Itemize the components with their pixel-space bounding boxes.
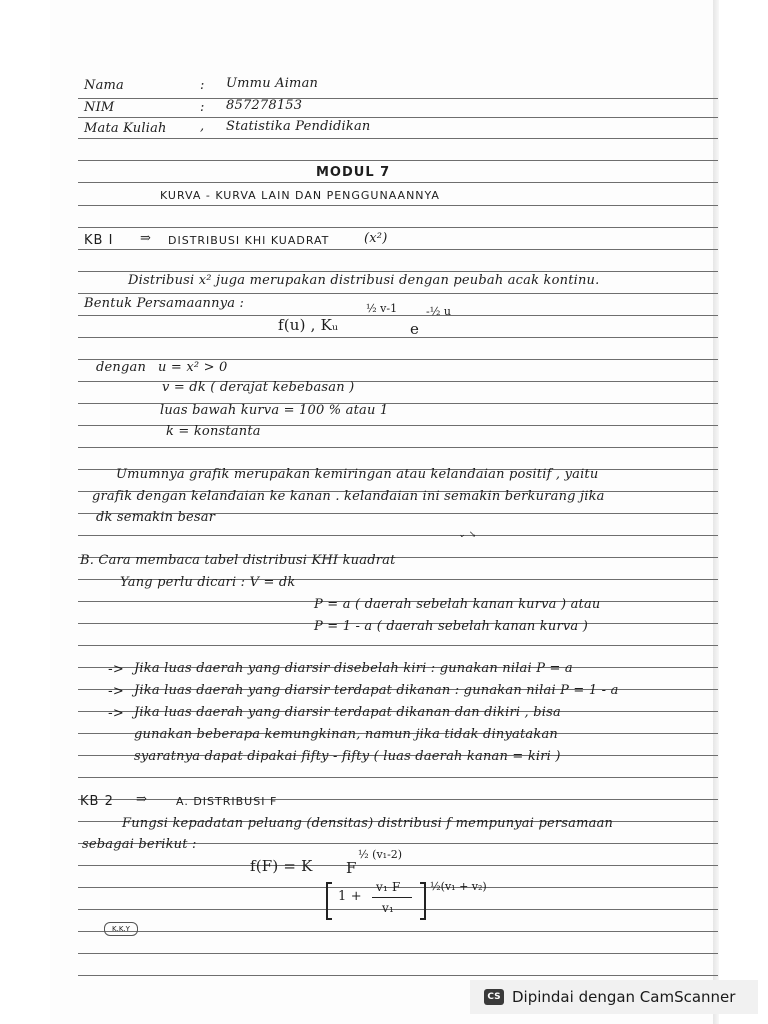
kb1-code: KB I	[84, 233, 114, 248]
stray-mark: ⌄ ↘	[458, 530, 477, 540]
ruled-line	[78, 227, 718, 228]
ruled-line	[78, 909, 718, 910]
sectionB-bullet-1: Jika luas daerah yang diarsir disebelah kiri : gunakan nilai P = a	[134, 661, 573, 676]
sectionB-bullet-3-line-3: syaratnya dapat dipakai fifty - fifty ( luas daerah kanan = kiri )	[134, 749, 561, 764]
ruled-line	[78, 117, 718, 118]
module-subtitle: KURVA - KURVA LAIN DAN PENGGUNAANNYA	[160, 189, 440, 202]
bullet-arrow-icon: ->	[108, 662, 124, 677]
kb1-paragraph-line-1: Umumnya grafik merupakan kemiringan atau kelandaian positif , yaitu	[116, 467, 599, 482]
nama-value: Ummu Aiman	[226, 76, 319, 91]
mata-kuliah-separator: ,	[200, 119, 205, 134]
ruled-line	[78, 777, 718, 778]
ruled-line	[78, 205, 718, 206]
camscanner-badge	[470, 980, 758, 1014]
kb2-line-1: Fungsi kepadatan peluang (densitas) distribusi f mempunyai persamaan	[122, 816, 614, 831]
sectionB-line-1: Yang perlu dicari : V = dk	[120, 575, 296, 590]
sectionB-bullet-3-line-1: Jika luas daerah yang diarsir terdapat dikanan dan dikiri , bisa	[134, 705, 561, 720]
ruled-line	[78, 535, 718, 536]
kb1-formula-exponent-2: -½ u	[426, 305, 451, 318]
sectionB-bullet-2: Jika luas daerah yang diarsir terdapat dikanan : gunakan nilai P = 1 - a	[134, 683, 619, 698]
sectionB-heading: B. Cara membaca tabel distribusi KHI kuadrat	[80, 553, 396, 568]
kb2-denominator-numerator: v₁ F	[376, 880, 401, 894]
kb1-intro: Distribusi x² juga merupakan distribusi dengan peubah acak kontinu.	[128, 273, 600, 288]
nama-label: Nama	[84, 78, 125, 93]
ruled-line	[78, 799, 718, 800]
kb2-denominator-denom: v₁	[382, 901, 394, 915]
ruled-line	[78, 160, 718, 161]
kb1-bentuk: Bentuk Persamaannya :	[84, 296, 245, 311]
kb2-denominator-left: 1 +	[338, 889, 362, 904]
kb2-formula-exponent: ½ (v₁-2)	[358, 848, 403, 861]
ruled-line	[78, 865, 718, 866]
kb2-arrow: ⇒	[136, 792, 148, 807]
def-u: u = x² > 0	[158, 360, 228, 375]
def-v: v = dk ( derajat kebebasan )	[162, 380, 355, 395]
nim-colon: :	[200, 100, 205, 115]
ruled-line	[78, 138, 718, 139]
kb1-heading-symbol: (x²)	[364, 231, 388, 246]
camscanner-logo-icon: CS	[484, 989, 504, 1005]
dengan-label: dengan	[96, 360, 147, 375]
ruled-line	[78, 182, 718, 183]
page-stamp: K.K.Y	[104, 922, 138, 936]
kb2-code: KB 2	[80, 794, 114, 809]
nim-value: 857278153	[226, 98, 303, 113]
right-bracket	[420, 882, 426, 920]
ruled-line	[78, 293, 718, 294]
kb1-formula-e: e	[410, 320, 420, 338]
ruled-line	[78, 315, 718, 316]
kb2-heading: A. DISTRIBUSI F	[176, 795, 278, 808]
left-bracket	[326, 882, 332, 920]
mata-kuliah-label: Mata Kuliah	[84, 121, 167, 136]
sectionB-line-3: P = 1 - a ( daerah sebelah kanan kurva )	[314, 619, 588, 634]
page-edge	[713, 0, 719, 1024]
ruled-line	[78, 645, 718, 646]
sectionB-bullet-3-line-2: gunakan beberapa kemungkinan, namun jika tidak dinyatakan	[134, 727, 558, 742]
ruled-line	[78, 98, 718, 99]
nim-label: NIM	[84, 100, 115, 115]
kb1-formula-main: f(u) , Kᵤ	[278, 316, 339, 334]
def-luas: luas bawah kurva = 100 % atau 1	[160, 403, 389, 418]
fraction-line	[372, 897, 412, 898]
kb1-heading: DISTRIBUSI KHI KUADRAT	[168, 234, 330, 247]
ruled-line	[78, 249, 718, 250]
bullet-arrow-icon: ->	[108, 706, 124, 721]
camscanner-text: Dipindai dengan CamScanner	[512, 988, 736, 1006]
ruled-line	[78, 953, 718, 954]
module-title: MODUL 7	[316, 165, 391, 180]
nama-colon: :	[200, 78, 205, 93]
ruled-line	[78, 337, 718, 338]
mata-kuliah-value: Statistika Pendidikan	[226, 119, 371, 134]
def-k: k = konstanta	[166, 424, 261, 439]
kb2-denominator-exponent: ½(v₁ + v₂)	[430, 880, 487, 893]
ruled-line	[78, 975, 718, 976]
kb1-formula-exponent-1: ½ v-1	[366, 302, 398, 315]
kb1-paragraph-line-3: dk semakin besar	[96, 510, 216, 525]
ruled-line	[78, 931, 718, 932]
kb2-formula-left: f(F) = K	[250, 857, 313, 875]
sectionB-line-2: P = a ( daerah sebelah kanan kurva ) atau	[314, 597, 601, 612]
kb2-formula-f: F	[346, 859, 357, 877]
bullet-arrow-icon: ->	[108, 684, 124, 699]
kb1-arrow: ⇒	[140, 231, 152, 246]
ruled-line	[78, 447, 718, 448]
ruled-line	[78, 271, 718, 272]
kb2-line-2: sebagai berikut :	[82, 837, 197, 852]
kb1-paragraph-line-2: grafik dengan kelandaian ke kanan . kelandaian ini semakin berkurang jika	[92, 489, 605, 504]
